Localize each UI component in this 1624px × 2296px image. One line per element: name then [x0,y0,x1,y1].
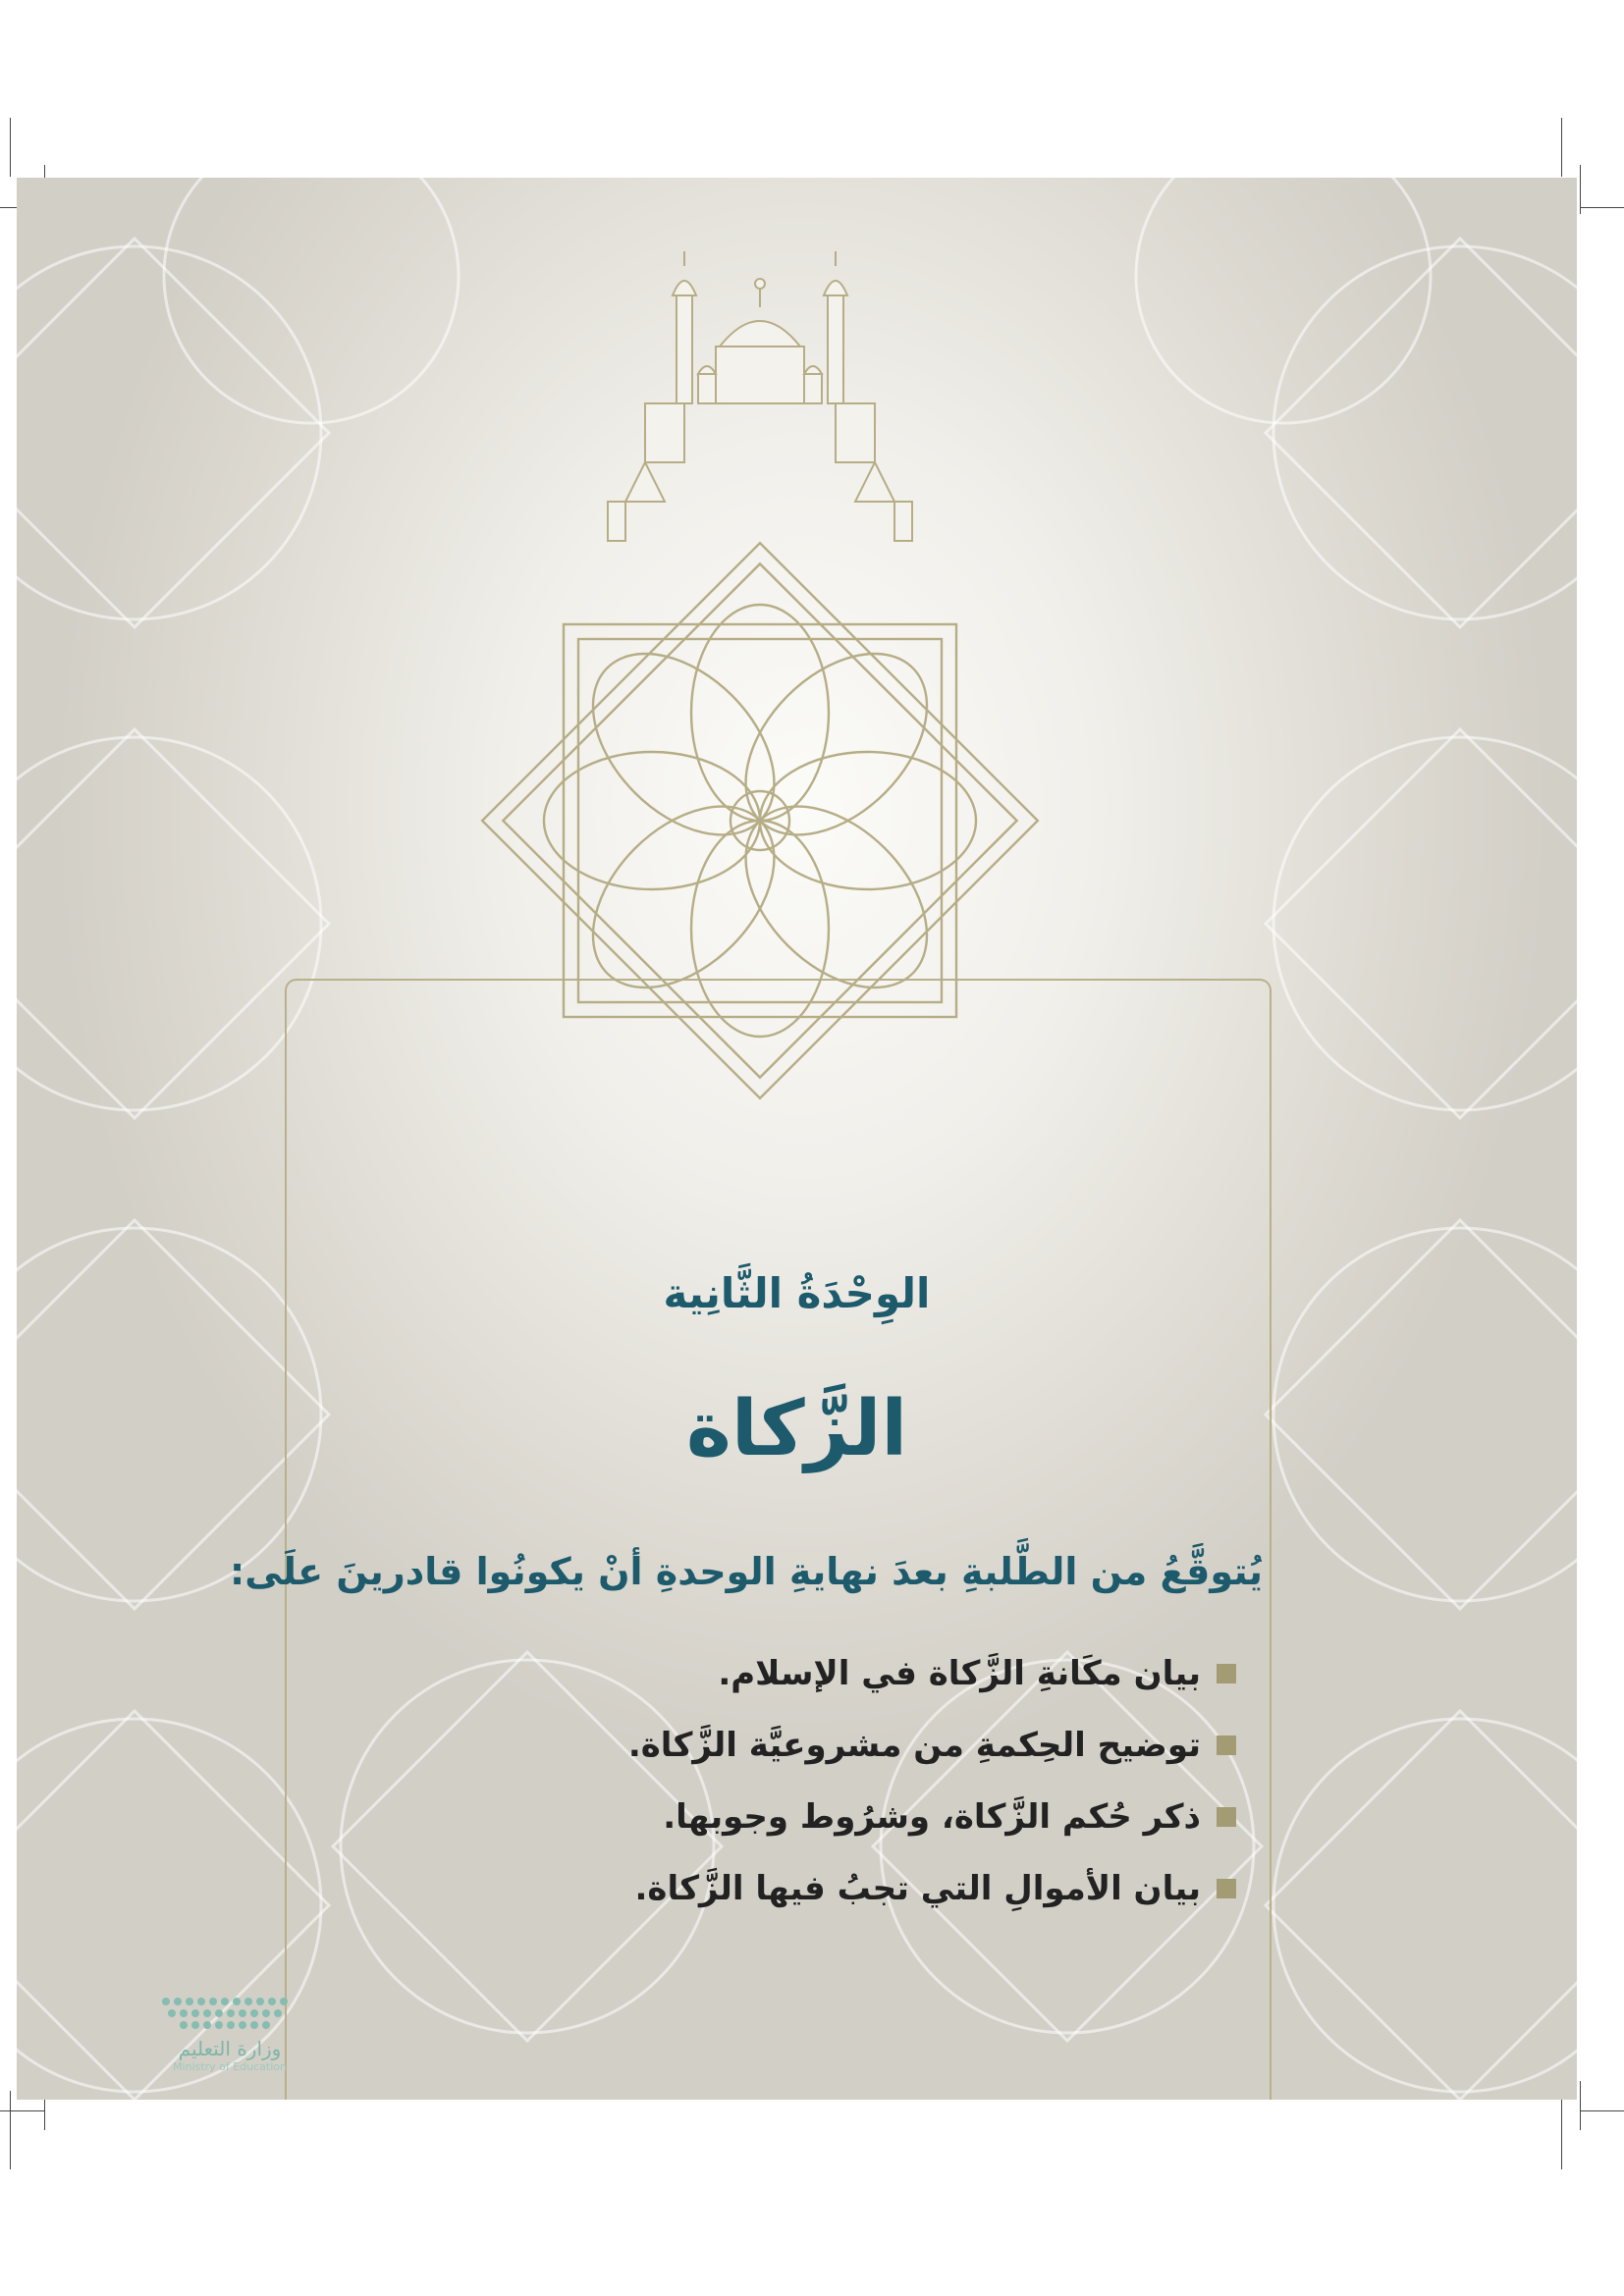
square-bullet-icon [1217,1879,1236,1898]
list-item [352,1781,1236,1852]
ministry-name-english: Ministry of Education [172,2060,287,2073]
objective-text: ذكر حُكم الزَّكاة، وشرُوط وجوبها. [663,1796,1201,1837]
crop-mark [1580,2081,1581,2130]
ministry-logo [146,1994,313,2073]
objective-text: توضيح الحِكمةِ من مشروعيَّة الزَّكاة. [627,1725,1201,1765]
square-bullet-icon [1217,1807,1236,1827]
objective-text: بيان الأموالِ التي تجبُ فيها الزَّكاة. [634,1868,1201,1908]
unit-label: الوِحْدَةُ الثَّانِية [663,1269,931,1317]
crop-mark [0,2110,45,2111]
crop-mark [10,2091,11,2169]
crop-mark [1561,2091,1562,2169]
crop-mark [10,118,11,177]
crop-mark [1561,118,1562,177]
mosque-icon [608,251,912,541]
list-item [352,1852,1236,1924]
list-item [352,1709,1236,1781]
objectives-list [352,1637,1236,1924]
list-item [352,1637,1236,1709]
crop-mark [1580,2110,1624,2111]
square-bullet-icon [1217,1664,1236,1683]
cover-panel [17,178,1577,2100]
square-bullet-icon [1217,1735,1236,1755]
ministry-logo-icon [146,1994,313,2035]
crop-mark [1580,207,1624,208]
objective-text: بيان مكَانةِ الزَّكاة في الإسلام. [718,1653,1201,1693]
ministry-name: وزارة التعليم [178,2037,282,2060]
learning-outcomes-intro: يُتوقَّعُ من الطَّلبةِ بعدَ نهايةِ الوحدةِ أنْ يكونُوا قادرينَ علَى: [230,1550,1263,1593]
unit-title: الزَّكاة [685,1385,908,1473]
eight-point-star-ornament [482,543,1038,1098]
